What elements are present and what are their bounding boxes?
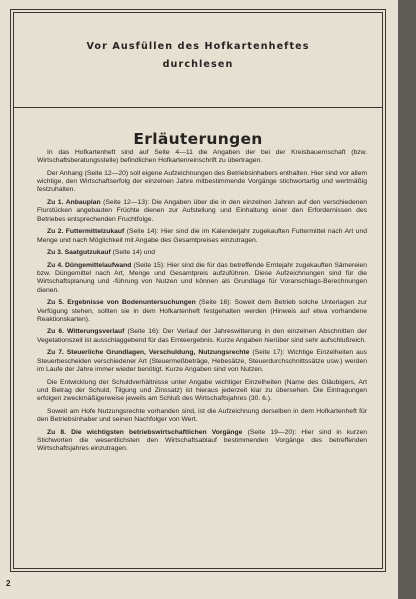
paragraph-text: Der Anhang (Seite 12—20) soll eigene Aufzeichnungen des Betriebsinhabers enthalten. Hier sind vor allem wichtige, den Wirtschaftserfolg der einzelnen Jahre mitbestimmende Vorgänge stichwortartig und wertmäßig festzuhalten.: [37, 169, 367, 194]
page-title: Erläuterungen: [133, 130, 263, 148]
paragraph-heading: Zu 5. Ergebnisse von Bodenuntersuchungen: [47, 299, 196, 307]
paragraph-text: (Seite 16): Der Verlauf der Jahreswitterung in den einzelnen Abschnitten der Vegetationszeit ist ausschlaggebend für das Ernteergebnis. Kurze Angaben hierüber sind sehr aufschlußreich.: [37, 328, 368, 344]
header-line-2: durchlesen: [162, 59, 234, 70]
paragraph-schulden: [37, 379, 367, 404]
paragraph-heading: Zu 8. Die wichtigsten betriebswirtschaftlichen Vorgänge: [47, 428, 243, 436]
paragraph-text: (Seite 19—20): Hier sind in kurzen Stichworten die wesentlichsten den Wirtschaftsablauf bestimmenden Vorgänge des betreffenden Wirtschaftsjahres einzutragen.: [37, 428, 368, 453]
paragraph-text: Die Entwicklung der Schuldverhältnisse unter Angabe wichtiger Einzelheiten (Name des Gläubigers, Art und Betrag der Schuld, Tilgung und Zinssatz) ist hieraus jederzeit klar zu übersehen. Die Eintragungen erfolgen zweckmäßigerweise jeweils am Schluß des Wirtschaftsjahres (30. 6.).: [37, 378, 367, 403]
paragraph-text: (Seite 15): Hier sind die für das betreffende Erntejahr zugekauften Sämereien bzw. Düngemittel nach Art, Menge und Gesamtpreis aufzuführen. Diese Aufzeichnungen sind für die Wirtschaftsplanung und -führung von Nutzen und können als Grundlage für Voranschlags-Berechnungen dienen.: [37, 261, 367, 294]
paragraph-steuer: [37, 349, 367, 374]
paragraph-duengemittel: [37, 262, 367, 295]
paragraph-anbauplan: [37, 199, 367, 224]
page-number: 2: [6, 579, 11, 588]
header-line-1: Vor Ausfüllen des Hofkartenheftes: [86, 41, 310, 52]
paragraph-text: (Seite 12—13): Die Angaben über die in den einzelnen Jahren auf den verschiedenen Flurstücken angebauten Früchte dienen zur Aufstellung und Einhaltung einer den Erfordernissen des Betriebes entsprechenden Fruchtfolge.: [37, 199, 367, 223]
paragraph-futtermittel: [37, 228, 367, 245]
paragraph-heading: Zu 4. Düngemittelaufwand: [47, 261, 132, 269]
paragraph-heading: Zu 3. Saatgutzukauf: [47, 249, 111, 257]
body-text: [37, 149, 367, 453]
paragraph-text: In das Hofkartenheft sind auf Seite 4—11 die Angaben der bei der Kreisbauernschaft (bzw. Wirtschaftsberatungsstelle) befindlichen Hofkartenreinschrift zu übertragen.: [37, 149, 367, 165]
paragraph-nutzungsrechte: [37, 408, 367, 425]
paragraph-witterung: [37, 328, 367, 345]
paragraph-saatgut: [37, 249, 367, 257]
paragraph-text: (Seite 17): Wichtige Einzelheiten aus Steuerbescheiden verschiedener Art (Steuermeßbeträge, Hebesätze, Steuerdurchschnittssätze usw.) werden im Laufe der Jahre immer wieder benötigt. Kurze Angaben sind von Nutzen.: [37, 349, 367, 373]
paragraph-vorgaenge: [37, 429, 367, 454]
paragraph-heading: Zu 2. Futtermittelzukauf: [47, 228, 125, 236]
header-box: [14, 13, 382, 108]
paragraph-intro: [37, 149, 367, 166]
paragraph-text: (Seite 16): Soweit dem Betrieb solche Unterlagen zur Verfügung stehen, sollten sie in dem Hofkartenheft festgehalten werden (Hinweis auf etwa vorhandene Reaktionskarten).: [37, 299, 367, 323]
paragraph-heading: Zu 1. Anbauplan: [47, 199, 101, 207]
paragraph-heading: Zu 6. Witterungsverlauf: [47, 328, 125, 336]
paragraph-appendix: [37, 170, 367, 195]
paragraph-text: Soweit am Hofe Nutzungsrechte vorhanden sind, ist die Aufzeichnung derselben in dem Hofkartenheft für den Betriebsinhaber und seinen Nachfolger von Wert.: [37, 407, 367, 423]
paragraph-text: (Seite 14): Hier sind die im Kalenderjahr zugekauften Futtermittel nach Art und Menge und nach Möglichkeit mit Angabe des Gesamtpreises einzutragen.: [37, 228, 367, 244]
paragraph-bodenuntersuchungen: [37, 299, 367, 324]
paragraph-heading: Zu 7. Steuerliche Grundlagen, Verschuldung, Nutzungsrechte: [47, 349, 250, 357]
paragraph-text: (Seite 14) und: [110, 249, 156, 257]
